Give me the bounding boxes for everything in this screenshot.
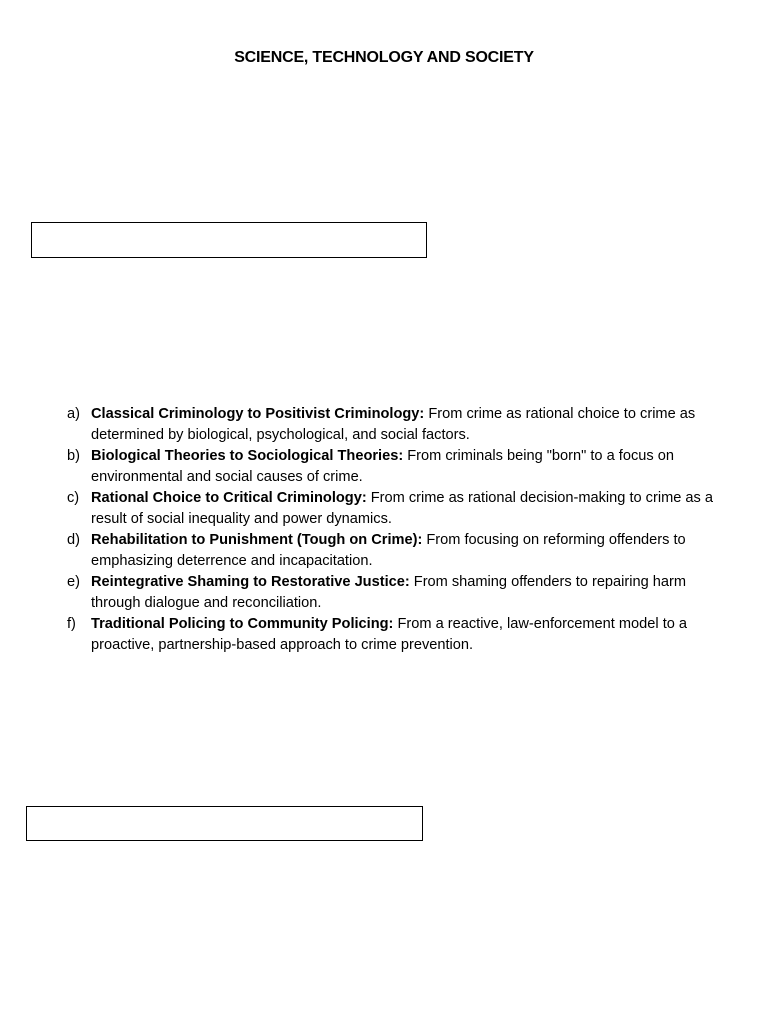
list-marker: b) [67, 448, 80, 464]
list-item-term: Rational Choice to Critical Criminology: [91, 490, 367, 506]
list-marker: d) [67, 532, 80, 548]
list-item-term: Reintegrative Shaming to Restorative Justice: [91, 574, 410, 590]
list-item-text: From criminals being "born" to a focus on environmental and social causes of crime. [91, 448, 674, 485]
list-item-text: From a reactive, law-enforcement model to a proactive, partnership-based approach to crime prevention. [91, 616, 688, 653]
list-marker: a) [67, 406, 80, 422]
list-item [66, 572, 736, 614]
list-item-term: Classical Criminology to Positivist Criminology: [91, 406, 425, 422]
list-item-term: Traditional Policing to Community Policing: [91, 616, 394, 632]
list-item-term: Biological Theories to Sociological Theories: [91, 448, 404, 464]
list-item [66, 488, 736, 530]
document-title: SCIENCE, TECHNOLOGY AND SOCIETY [234, 49, 534, 66]
list-item [66, 404, 736, 446]
list-item-term: Rehabilitation to Punishment (Tough on Crime): [91, 532, 423, 548]
list-marker: e) [67, 574, 80, 590]
list-item [66, 446, 736, 488]
list-item-text: From shaming offenders to repairing harm through dialogue and reconciliation. [91, 574, 687, 611]
list-marker: f) [67, 616, 76, 632]
list-item [66, 614, 736, 656]
shift-list [66, 404, 736, 656]
list-item [66, 530, 736, 572]
list-item-text: From focusing on reforming offenders to emphasizing deterrence and incapacitation. [91, 532, 686, 569]
empty-text-box-bottom [26, 806, 423, 841]
list-marker: c) [67, 490, 80, 506]
list-item-text: From crime as rational choice to crime as determined by biological, psychological, and social factors. [91, 406, 696, 443]
list-item-text: From crime as rational decision-making to crime as a result of social inequality and power dynamics. [91, 490, 713, 527]
empty-text-box-top [31, 222, 427, 258]
